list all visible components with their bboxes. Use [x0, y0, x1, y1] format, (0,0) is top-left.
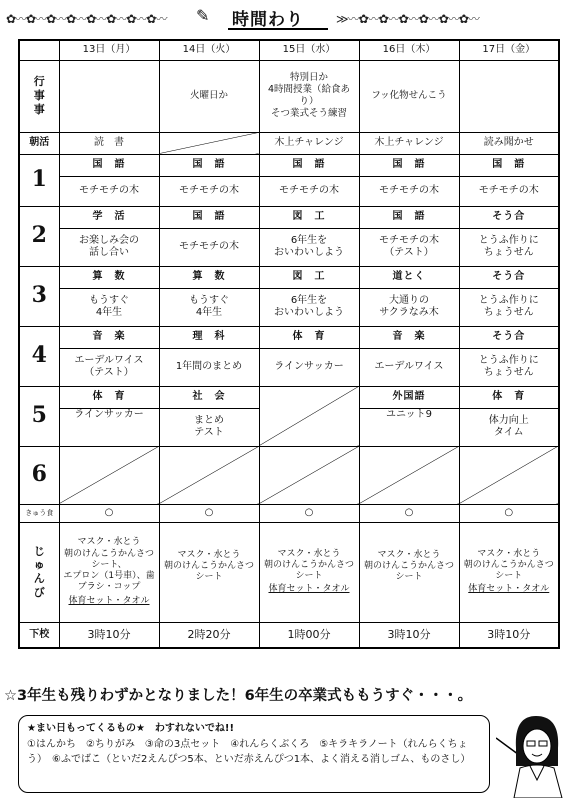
asakatsu-cell: 木上チャレンジ [359, 132, 459, 154]
subject-cell: 国 語 [159, 154, 259, 176]
asakatsu-cell: 読 書 [59, 132, 159, 154]
period-number: 2 [19, 206, 59, 266]
period-number: 6 [19, 446, 59, 504]
content-cell: モチモチの木 [459, 176, 559, 206]
junbi-extra: 体育セット・タオル [268, 584, 350, 595]
content-cell: もうすぐ 4年生 [159, 288, 259, 326]
subject-cell: 音 楽 [359, 326, 459, 348]
junbi-cell [59, 522, 159, 622]
junbi-text: マスク・水とう 朝のけんこうかんさつシート [263, 548, 354, 581]
subject-cell: 国 語 [359, 154, 459, 176]
asakatsu-cell: 木上チャレンジ [259, 132, 359, 154]
gekou-row [19, 622, 559, 648]
content-cell: モチモチの木 [359, 176, 459, 206]
subject-cell: 国 語 [59, 154, 159, 176]
junbi-label-char: ゅ [33, 558, 45, 572]
content-cell: 体力向上 タイム [459, 408, 559, 446]
content-cell: ラインサッカー [59, 408, 159, 446]
junbi-cell [259, 522, 359, 622]
event-cell [459, 60, 559, 132]
content-cell: もうすぐ 4年生 [59, 288, 159, 326]
event-row [19, 60, 559, 132]
kyushoku-row [19, 504, 559, 522]
period-content-row [19, 348, 559, 386]
subject-cell: 国 語 [459, 154, 559, 176]
kyushoku-mark: ○ [359, 504, 459, 522]
asakatsu-row [19, 132, 559, 154]
content-cell: エーデルワイス [359, 348, 459, 386]
period-subject-row [19, 154, 559, 176]
reminder-body: ①はんかち ②ちりがみ ③命の3点セット ④れんらくぶくろ ⑤キラキラノート（れんらくちょう） ⑥ふでばこ（といだ2えんぴつ5本、といだ赤えんぴつ1本、よく消える消しゴム、ものさし） [27, 738, 471, 765]
period-subject-row [19, 326, 559, 348]
day-header: 15日（水） [259, 40, 359, 60]
event-cell: 火曜日か [159, 60, 259, 132]
gekou-label: 下校 [19, 622, 59, 648]
event-label-char: 事 [33, 102, 45, 116]
period-number: 3 [19, 266, 59, 326]
empty-period-cell [259, 446, 359, 504]
event-label [19, 60, 59, 132]
subject-cell: 外国語 [359, 386, 459, 408]
junbi-extra: 体育セット・タオル [468, 584, 550, 595]
content-cell: お楽しみ会の 話し合い [59, 228, 159, 266]
kyushoku-mark: ○ [159, 504, 259, 522]
gekou-time: 1時00分 [259, 622, 359, 648]
teacher-body [514, 765, 562, 798]
period-number: 1 [19, 154, 59, 206]
period-content-row [19, 228, 559, 266]
junbi-extra: 体育セット・タオル [68, 595, 150, 606]
subject-cell: 学 活 [59, 206, 159, 228]
gekou-time: 2時20分 [159, 622, 259, 648]
kyushoku-mark: ○ [59, 504, 159, 522]
content-cell: とうふ作りに ちょうせん [459, 348, 559, 386]
content-cell: モチモチの木 [159, 176, 259, 206]
flower-decoration-left: ✿〰✿〰✿〰✿〰✿〰✿〰✿〰✿〰 [6, 12, 167, 26]
period-subject-row [19, 206, 559, 228]
subject-cell: 国 語 [259, 154, 359, 176]
period-content-row [19, 176, 559, 206]
subject-cell: 算 数 [59, 266, 159, 288]
content-cell: エーデルワイス （テスト） [59, 348, 159, 386]
content-cell: とうふ作りに ちょうせん [459, 288, 559, 326]
reminder-box [18, 715, 490, 793]
corner-cell [19, 40, 59, 60]
subject-cell: 図 工 [259, 266, 359, 288]
content-cell: ユニット9 [359, 408, 459, 446]
junbi-label-char: じ [33, 544, 45, 558]
kyushoku-mark: ○ [459, 504, 559, 522]
empty-period-cell [359, 446, 459, 504]
asakatsu-cell: 読み聞かせ [459, 132, 559, 154]
subject-cell: 道とく [359, 266, 459, 288]
subject-cell: 体 育 [59, 386, 159, 408]
subject-cell: 図 工 [259, 206, 359, 228]
junbi-row [19, 522, 559, 622]
day-header: 14日（火） [159, 40, 259, 60]
teacher-illustration [496, 708, 570, 798]
content-cell: モチモチの木 [59, 176, 159, 206]
page-title: 時間わり [232, 10, 304, 30]
content-cell: モチモチの木 [159, 228, 259, 266]
junbi-cell [459, 522, 559, 622]
junbi-label [19, 522, 59, 622]
content-cell: 6年生を おいわいしよう [259, 228, 359, 266]
period-subject-row [19, 266, 559, 288]
day-header: 13日（月） [59, 40, 159, 60]
day-header-row [19, 40, 559, 60]
event-cell: フッ化物せんこう [359, 60, 459, 132]
reminder-title: ★まい日もってくるもの★ わすれないでね!! [27, 723, 235, 734]
junbi-text: マスク・水とう 朝のけんこうかんさつシート [163, 549, 254, 582]
content-cell: モチモチの木 [259, 176, 359, 206]
content-cell: 6年生を おいわいしよう [259, 288, 359, 326]
subject-cell: 理 科 [159, 326, 259, 348]
kyushoku-label: きゅう食 [19, 504, 59, 522]
empty-period-cell [459, 446, 559, 504]
timetable [18, 39, 560, 649]
junbi-label-char: び [33, 585, 45, 599]
empty-period-cell [259, 386, 359, 446]
gekou-time: 3時10分 [459, 622, 559, 648]
day-header: 17日（金） [459, 40, 559, 60]
asakatsu-cell-empty [159, 132, 259, 154]
header [0, 0, 574, 36]
subject-cell: 音 楽 [59, 326, 159, 348]
subject-cell: そう合 [459, 326, 559, 348]
event-cell: 特別日か 4時間授業（給食あり） そつ業式そう練習 [259, 60, 359, 132]
junbi-label-char: ん [33, 572, 45, 585]
asakatsu-label: 朝活 [19, 132, 59, 154]
subject-cell: そう合 [459, 266, 559, 288]
junbi-cell [159, 522, 259, 622]
subject-cell: 国 語 [159, 206, 259, 228]
content-cell: ラインサッカー [259, 348, 359, 386]
period-subject-row [19, 446, 559, 466]
pen-icon: ✎ [196, 6, 210, 25]
subject-cell: 体 育 [459, 386, 559, 408]
subject-cell: 算 数 [159, 266, 259, 288]
period-number: 4 [19, 326, 59, 386]
content-cell: とうふ作りに ちょうせん [459, 228, 559, 266]
junbi-text: マスク・水とう 朝のけんこうかんさつシート、 エプロン（1号車）、歯ブラシ・コップ [63, 537, 155, 593]
subject-cell: 社 会 [159, 386, 259, 408]
content-cell: 大通りの サクラなみ木 [359, 288, 459, 326]
period-subject-row [19, 386, 559, 408]
period-content-row [19, 288, 559, 326]
junbi-text: マスク・水とう 朝のけんこうかんさつシート [463, 548, 554, 581]
event-label-char: 事 [33, 89, 45, 103]
announcement: ☆3年生も残りわずかとなりました！6年生の卒業式ももうすぐ・・・。 [4, 688, 473, 704]
kyushoku-mark: ○ [259, 504, 359, 522]
empty-period-cell [159, 446, 259, 504]
junbi-cell [359, 522, 459, 622]
content-cell: モチモチの木 （テスト） [359, 228, 459, 266]
period-number: 5 [19, 386, 59, 446]
content-cell: 1年間のまとめ [159, 348, 259, 386]
subject-cell: 体 育 [259, 326, 359, 348]
event-label-char: 行 [33, 75, 45, 89]
day-header: 16日（木） [359, 40, 459, 60]
content-cell: まとめ テスト [159, 408, 259, 446]
empty-period-cell [59, 446, 159, 504]
flower-decoration-right: ≫〰✿〰✿〰✿〰✿〰✿〰✿〰 [336, 12, 479, 26]
subject-cell: そう合 [459, 206, 559, 228]
title-underline [228, 28, 328, 30]
gekou-time: 3時10分 [359, 622, 459, 648]
subject-cell: 国 語 [359, 206, 459, 228]
gekou-time: 3時10分 [59, 622, 159, 648]
junbi-text: マスク・水とう 朝のけんこうかんさつシート [363, 549, 454, 582]
event-cell [59, 60, 159, 132]
